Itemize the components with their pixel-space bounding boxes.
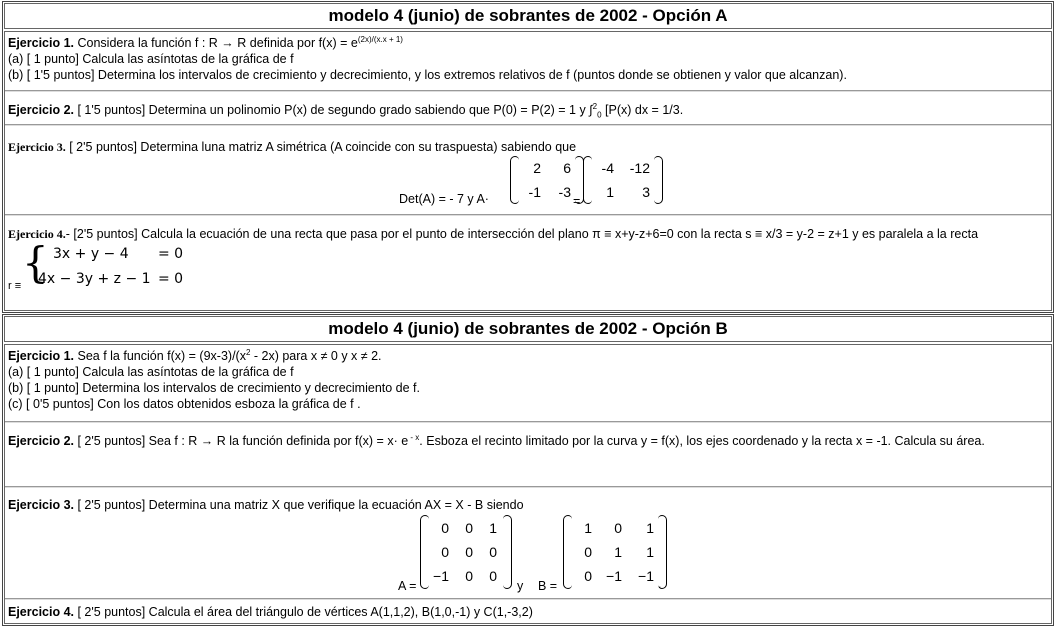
ejercicio-4-a xyxy=(8,226,1048,242)
matrix-b xyxy=(563,515,667,589)
matrix-cell: 1 xyxy=(606,184,614,200)
ejercicio-text: [ 2'5 puntos] Sea f : R → R la función definida por f(x) = x· e xyxy=(74,434,409,448)
apartado-a: (a) [ 1 punto] Calcula las asíntotas de la gráfica de f xyxy=(8,52,294,66)
ejercicio-text: [P(x) dx = 1/3. xyxy=(601,103,684,117)
ejercicio-text: - [2'5 puntos] Calcula la ecuación de una recta que pasa por el punto de intersección del plano π ≡ x+y-z+6=0 con la recta s ≡ x/3 = y-2 = z+1 y es paralela a la recta xyxy=(65,227,979,241)
matrix-cell: 3 xyxy=(642,184,650,200)
divider xyxy=(5,214,1051,216)
matrix-m2 xyxy=(583,156,663,204)
opcion-a-panel xyxy=(2,1,1054,313)
ejercicio-1-a xyxy=(8,35,1048,83)
divider xyxy=(5,90,1051,92)
matrix-b-label: B = xyxy=(538,579,558,593)
det-text: Det(A) = - 7 y A· xyxy=(399,192,489,206)
matrix-cells xyxy=(572,516,654,588)
ejercicio-1-b xyxy=(8,348,1048,412)
ejercicio-text: Considera la función f : R → R definida por f(x) = e xyxy=(74,36,358,50)
paren-left xyxy=(563,515,572,589)
matrix-cell: -12 xyxy=(629,160,650,176)
apartado-b: (b) [ 1 punto] Determina los intervalos de crecimiento y decrecimiento de f. xyxy=(8,381,420,395)
ejercicio-text: [ 1'5 puntos] Determina un polinomio P(x) de segundo grado sabiendo que P(0) = P(2) = 1 y ∫ xyxy=(74,103,593,117)
matrix-cells xyxy=(519,156,571,204)
matrix-cell: -3 xyxy=(558,184,571,200)
matrix-cell: 1 xyxy=(646,520,654,536)
apartado-c: (c) [ 0'5 puntos] Con los datos obtenidos esboza la gráfica de f . xyxy=(8,397,361,411)
ejercicio-2-a xyxy=(8,102,1048,118)
ejercicio-4-b xyxy=(8,604,1048,620)
matrix-cell: 0 xyxy=(584,568,592,584)
opcion-b-panel xyxy=(2,314,1054,626)
paren-left xyxy=(510,156,519,204)
ejercicio-text: [ 2'5 puntos] Determina luna matriz A simétrica (A coincide con su traspuesta) sabiendo que xyxy=(65,140,577,154)
system-brace: { xyxy=(22,238,49,287)
ejercicio-label: Ejercicio 2. xyxy=(8,434,75,448)
matrix-cell: 1 xyxy=(614,544,622,560)
paren-left xyxy=(583,156,592,204)
matrix-cell: 0 xyxy=(489,568,497,584)
divider xyxy=(5,421,1051,423)
ejercicio-label: Ejercicio 4. xyxy=(8,605,75,619)
matrix-cell: 1 xyxy=(584,520,592,536)
matrix-cell: 1 xyxy=(489,520,497,536)
ejercicio-label: Ejercicio 1. xyxy=(8,36,75,50)
equals-sign: = xyxy=(573,194,581,208)
opcion-a-content xyxy=(4,31,1052,311)
opcion-b-content xyxy=(4,344,1052,624)
ejercicio-text: . Esboza el recinto limitado por la curva y = f(x), los ejes coordenado y la recta x = -1. Calcula su área. xyxy=(419,434,985,448)
eq1-right: = 0 xyxy=(158,246,184,262)
exponent: - x xyxy=(408,432,420,442)
ejercicio-text: [ 2'5 puntos] Calcula el área del triángulo de vértices A(1,1,2), B(1,0,-1) y C(1,-3,2) xyxy=(74,605,533,619)
ejercicio-text: - 2x) para x ≠ 0 y x ≠ 2. xyxy=(250,349,382,363)
integral-lower: 0 xyxy=(597,110,602,120)
matrix-cell: 0 xyxy=(584,544,592,560)
matrix-cells xyxy=(592,156,650,204)
divider xyxy=(5,124,1051,126)
opcion-b-title: modelo 4 (junio) de sobrantes de 2002 - Opción B xyxy=(4,316,1052,342)
ejercicio-label: Ejercicio 1. xyxy=(8,349,75,363)
paren-right xyxy=(654,156,663,204)
paren-right xyxy=(503,515,512,589)
r-label: r ≡ xyxy=(8,280,22,292)
ejercicio-3-a xyxy=(8,139,1048,155)
divider xyxy=(5,598,1051,600)
matrix-cell: 0 xyxy=(465,520,473,536)
matrix-cell: -4 xyxy=(601,160,614,176)
opcion-a-title: modelo 4 (junio) de sobrantes de 2002 - Opción A xyxy=(4,3,1052,29)
ejercicio-2-b xyxy=(8,433,1048,449)
matrix-a-label: A = xyxy=(398,579,417,593)
matrix-cell: 6 xyxy=(563,160,571,176)
matrix-cell: 0 xyxy=(489,544,497,560)
matrix-cells xyxy=(429,516,497,588)
matrix-cell: −1 xyxy=(433,568,449,584)
matrix-cell: -1 xyxy=(528,184,541,200)
matrix-cell: 0 xyxy=(441,544,449,560)
ejercicio-3-b xyxy=(8,497,1048,513)
ejercicio-text: [ 2'5 puntos] Determina una matriz X que verifique la ecuación AX = X - B siendo xyxy=(74,498,524,512)
exponent: (2x)/(x.x + 1) xyxy=(357,34,403,44)
ejercicio-label: Ejercicio 4. xyxy=(8,227,66,241)
matrix-cell: 0 xyxy=(614,520,622,536)
eq2-right: = 0 xyxy=(158,271,184,287)
divider xyxy=(5,486,1051,488)
matrix-cell: 1 xyxy=(646,544,654,560)
eq2-left: 4x − 3y + z − 1 xyxy=(38,271,151,287)
matrix-cell: 0 xyxy=(465,544,473,560)
apartado-a: (a) [ 1 punto] Calcula las asíntotas de la gráfica de f xyxy=(8,365,294,379)
matrix-a xyxy=(420,515,512,589)
matrix-cell: 0 xyxy=(441,520,449,536)
ejercicio-label: Ejercicio 3. xyxy=(8,498,75,512)
ejercicio-label: Ejercicio 2. xyxy=(8,103,75,117)
matrix-cell: −1 xyxy=(638,568,654,584)
matrix-cell: 0 xyxy=(465,568,473,584)
matrix-cell: 2 xyxy=(533,160,541,176)
exponent: 2 xyxy=(245,347,251,357)
matrix-cell: −1 xyxy=(606,568,622,584)
eq1-left: 3x + y − 4 xyxy=(53,246,129,262)
ejercicio-text: Sea f la función f(x) = (9x-3)/(x xyxy=(74,349,246,363)
ejercicio-label: Ejercicio 3. xyxy=(8,140,66,154)
paren-left xyxy=(420,515,429,589)
period: . xyxy=(658,577,662,591)
y-conjunction: y xyxy=(517,579,524,593)
integral-upper: 2 xyxy=(592,101,598,111)
apartado-b: (b) [ 1'5 puntos] Determina los intervalos de crecimiento y decrecimiento, y los extremos relativos de f (puntos donde se obtienen y valor que alcanzan). xyxy=(8,68,847,82)
